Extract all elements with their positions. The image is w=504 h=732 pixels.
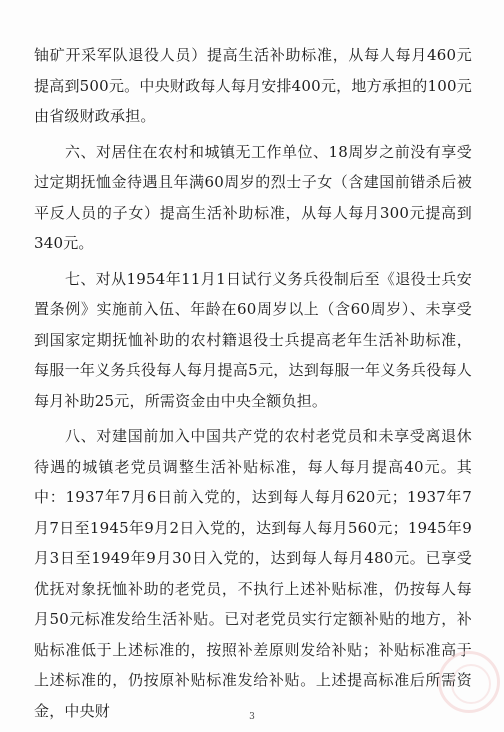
paragraph-continuation: 铀矿开采军队退役人员）提高生活补助标准，从每人每月460元提高到500元。中央财政每人每月安排400元，地方承担的100元由省级财政承担。 [34,46,472,125]
paragraph-item-eight: 八、对建国前加入中国共产党的农村老党员和未享受离退休待遇的城镇老党员调整生活补贴标准，每人每月提高40元。其中：1937年7月6日前入党的，达到每人每月620元；1937年7月7日至1945年9月2日入党的，达到每人每月560元；1945年9月3日至1949年9月30日入党的，达到每人每月480元。已享受优抚对象抚恤补助的老党员，不执行上述补贴标准，仍按每人每月50元标准发给生活补贴。已对老党员实行定额补贴的地方，补贴标准低于上述标准的，按照补差原则发给补贴；补贴标准高于上述标准的，仍按原补贴标准发给补贴。上述提高标准后所需资金，中央财 [34,427,472,720]
document-body [34,40,472,731]
faint-stamp-watermark [438,651,500,713]
page-number: 3 [249,712,255,722]
paragraph-item-six: 六、对居住在农村和城镇无工作单位、18周岁之前没有享受过定期抚恤金待遇且年满60周岁的烈士子女（含建国前错杀后被平反人员的子女）提高生活补助标准，从每人每月300元提高到340元。 [34,142,472,252]
paragraph-item-seven: 七、对从1954年11月1日试行义务兵役制后至《退役士兵安置条例》实施前入伍、年龄在60周岁以上（含60周岁）、未享受到国家定期抚恤补助的农村籍退役士兵提高老年生活补助标准，每服一年义务兵役每人每月提高5元，达到每服一年义务兵役每人每月补助25元，所需资金由中央全额负担。 [34,269,472,410]
